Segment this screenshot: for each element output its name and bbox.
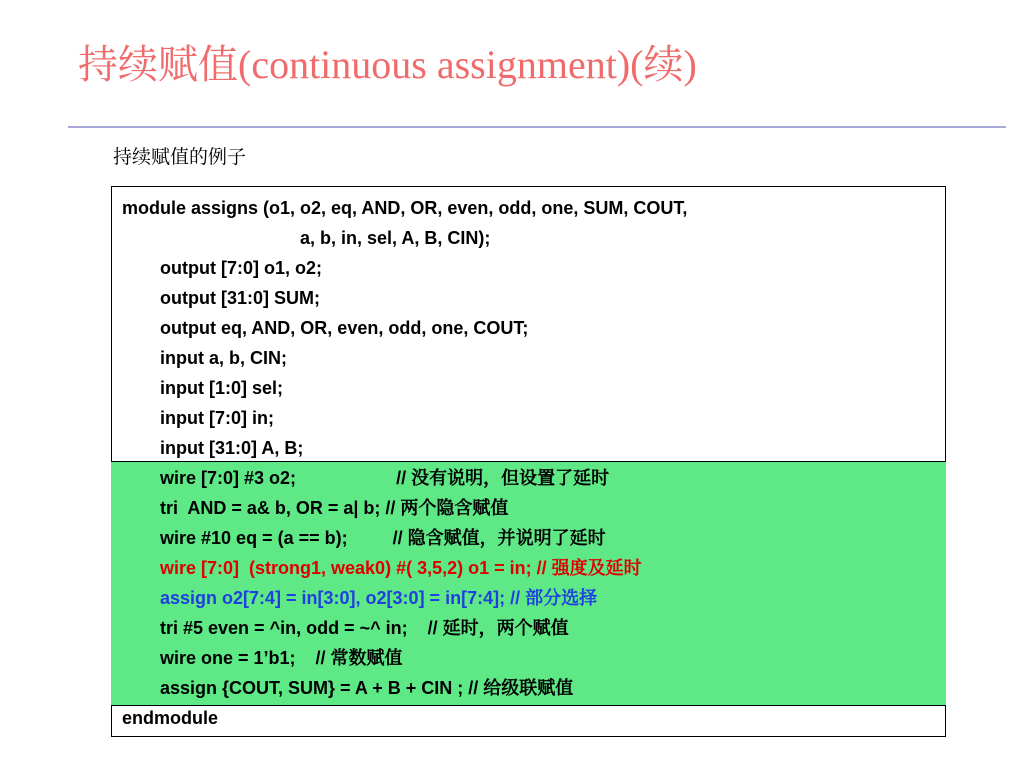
endmodule-line: endmodule (122, 708, 219, 728)
wire-eq-stmt: wire #10 eq = (a == b); // 隐含赋值，并说明了延时 (160, 528, 606, 548)
wire-o2-delay-stmt: wire [7:0] #3 o2; // 没有说明，但设置了延时 (160, 468, 610, 488)
input-decl-in: input [7:0] in; (160, 408, 274, 428)
title-divider (68, 126, 1006, 128)
input-decl-a-b-cin: input a, b, CIN; (160, 348, 287, 368)
assign-concat-stmt: assign {COUT, SUM} = A + B + CIN ; // 给级联赋值 (160, 678, 574, 698)
input-decl-a-b-bus: input [31:0] A, B; (160, 438, 304, 458)
wire-one-const-stmt: wire one = 1’b1; // 常数赋值 (160, 648, 403, 668)
assign-part-select-stmt: assign o2[7:4] = in[3:0], o2[3:0] = in[7:4]; // 部分选择 (160, 588, 598, 608)
module-port-continuation-line: a, b, in, sel, A, B, CIN); (300, 228, 491, 248)
output-decl-sum: output [31:0] SUM; (160, 288, 320, 308)
output-decl-misc: output eq, AND, OR, even, odd, one, COUT; (160, 318, 529, 338)
slide-title: 持续赋值(continuous assignment)(续) (78, 42, 697, 87)
tri-even-odd-stmt: tri #5 even = ^in, odd = ~^ in; // 延时，两个赋值 (160, 618, 569, 638)
slide-subtitle: 持续赋值的例子 (113, 147, 247, 168)
input-decl-sel: input [1:0] sel; (160, 378, 284, 398)
wire-o1-strength-stmt: wire [7:0] (strong1, weak0) #( 3,5,2) o1 = in; // 强度及延时 (160, 558, 642, 578)
module-header-line: module assigns (o1, o2, eq, AND, OR, even, odd, one, SUM, COUT, (122, 198, 688, 218)
output-decl-o1-o2: output [7:0] o1, o2; (160, 258, 322, 278)
tri-and-or-stmt: tri AND = a& b, OR = a| b; // 两个隐含赋值 (160, 498, 509, 518)
